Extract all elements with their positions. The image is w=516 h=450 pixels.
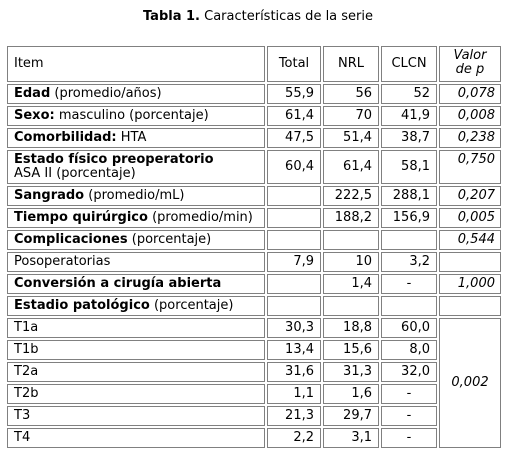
- row-label: [7, 230, 265, 250]
- cell-nrl: 61,4: [323, 150, 379, 184]
- stage-label: T1a: [7, 318, 265, 338]
- row-label: [7, 150, 265, 184]
- cell-clcn: [381, 296, 437, 316]
- table-row: [7, 296, 501, 316]
- table-row: [7, 106, 501, 126]
- table-row: [7, 362, 501, 382]
- cell-nrl: [323, 230, 379, 250]
- table-row: [7, 428, 501, 448]
- cell-p: 0,078: [439, 84, 501, 104]
- table-row: [7, 186, 501, 206]
- header-total: Total: [267, 46, 321, 82]
- cell-nrl: 188,2: [323, 208, 379, 228]
- row-label-text: masculino (porcentaje): [54, 108, 209, 123]
- row-label-text: (promedio/min): [147, 210, 253, 225]
- row-label-bold: Edad: [14, 86, 51, 101]
- row-label-bold: Conversión a cirugía abierta: [14, 276, 222, 291]
- row-label-text: (porcentaje): [127, 232, 212, 247]
- stage-label: T4: [7, 428, 265, 448]
- cell-total: [267, 296, 321, 316]
- table-row: [7, 406, 501, 426]
- table-row: [7, 252, 501, 272]
- row-label: [7, 84, 265, 104]
- cell-p: 0,008: [439, 106, 501, 126]
- cell-clcn: 32,0: [381, 362, 437, 382]
- table-caption: [0, 9, 516, 24]
- header-p-line2: de p: [455, 62, 485, 77]
- caption-text: Características de la serie: [200, 9, 374, 24]
- cell-p: 0,005: [439, 208, 501, 228]
- table-row: [7, 128, 501, 148]
- cell-nrl: 1,6: [323, 384, 379, 404]
- characteristics-table: [5, 44, 503, 450]
- header-p-line1: Valor: [453, 48, 487, 63]
- table-row: [7, 208, 501, 228]
- cell-p: [439, 296, 501, 316]
- row-label-text: ASA II (porcentaje): [14, 166, 136, 181]
- cell-total: [267, 230, 321, 250]
- cell-p: 0,544: [439, 230, 501, 250]
- row-label-text: (promedio/años): [50, 86, 162, 101]
- cell-total: 2,2: [267, 428, 321, 448]
- cell-nrl: 15,6: [323, 340, 379, 360]
- cell-total: 1,1: [267, 384, 321, 404]
- caption-label: Tabla 1.: [142, 9, 200, 24]
- cell-clcn: [381, 230, 437, 250]
- row-label-text: (porcentaje): [149, 298, 234, 313]
- cell-total: 30,3: [267, 318, 321, 338]
- table-row: [7, 84, 501, 104]
- cell-clcn: 288,1: [381, 186, 437, 206]
- table-row: [7, 318, 501, 338]
- cell-total: 47,5: [267, 128, 321, 148]
- cell-p: 1,000: [439, 274, 501, 294]
- cell-nrl: 222,5: [323, 186, 379, 206]
- cell-clcn: -: [381, 428, 437, 448]
- cell-total: [267, 274, 321, 294]
- row-label: [7, 106, 265, 126]
- table-row: [7, 230, 501, 250]
- header-clcn: CLCN: [381, 46, 437, 82]
- cell-total: 61,4: [267, 106, 321, 126]
- cell-total: 60,4: [267, 150, 321, 184]
- cell-nrl: 18,8: [323, 318, 379, 338]
- header-nrl: NRL: [323, 46, 379, 82]
- row-label-bold: Complicaciones: [14, 232, 128, 247]
- table-row: [7, 384, 501, 404]
- cell-nrl: 51,4: [323, 128, 379, 148]
- cell-clcn: 3,2: [381, 252, 437, 272]
- cell-clcn: 38,7: [381, 128, 437, 148]
- row-label-bold: Tiempo quirúrgico: [14, 210, 148, 225]
- row-label-bold: Comorbilidad:: [14, 130, 117, 145]
- cell-total: [267, 186, 321, 206]
- stage-label: T3: [7, 406, 265, 426]
- cell-p: 0,207: [439, 186, 501, 206]
- cell-total: 31,6: [267, 362, 321, 382]
- stage-label: T2b: [7, 384, 265, 404]
- row-label: [7, 208, 265, 228]
- cell-p-stages: 0,002: [439, 318, 501, 448]
- cell-nrl: 29,7: [323, 406, 379, 426]
- cell-p: 0,750: [439, 150, 501, 184]
- cell-clcn: 52: [381, 84, 437, 104]
- row-label-bold: Sexo:: [14, 108, 55, 123]
- row-label: [7, 296, 265, 316]
- cell-total: 55,9: [267, 84, 321, 104]
- header-row: [7, 46, 501, 82]
- row-label: Posoperatorias: [7, 252, 265, 272]
- cell-p: [439, 252, 501, 272]
- cell-clcn: -: [381, 406, 437, 426]
- cell-nrl: 10: [323, 252, 379, 272]
- cell-clcn: 156,9: [381, 208, 437, 228]
- stage-label: T2a: [7, 362, 265, 382]
- row-label: [7, 274, 265, 294]
- cell-clcn: 41,9: [381, 106, 437, 126]
- row-label-text: HTA: [116, 130, 147, 145]
- cell-nrl: 70: [323, 106, 379, 126]
- cell-p: 0,238: [439, 128, 501, 148]
- row-label: [7, 186, 265, 206]
- row-label-bold: Estadio patológico: [14, 298, 150, 313]
- table-row: [7, 150, 501, 184]
- cell-clcn: 58,1: [381, 150, 437, 184]
- cell-nrl: 31,3: [323, 362, 379, 382]
- table-row: [7, 340, 501, 360]
- row-label-bold: Estado físico preoperatorio: [14, 152, 214, 167]
- cell-total: [267, 208, 321, 228]
- cell-nrl: 3,1: [323, 428, 379, 448]
- cell-nrl: 56: [323, 84, 379, 104]
- cell-nrl: 1,4: [323, 274, 379, 294]
- cell-total: 21,3: [267, 406, 321, 426]
- cell-clcn: 8,0: [381, 340, 437, 360]
- cell-clcn: 60,0: [381, 318, 437, 338]
- row-label: [7, 128, 265, 148]
- header-item: Item: [7, 46, 265, 82]
- cell-clcn: -: [381, 384, 437, 404]
- row-label-bold: Sangrado: [14, 188, 85, 203]
- cell-total: 13,4: [267, 340, 321, 360]
- table-row: [7, 274, 501, 294]
- header-p: [439, 46, 501, 82]
- cell-clcn: -: [381, 274, 437, 294]
- cell-nrl: [323, 296, 379, 316]
- row-label-text: (promedio/mL): [84, 188, 185, 203]
- cell-total: 7,9: [267, 252, 321, 272]
- stage-label: T1b: [7, 340, 265, 360]
